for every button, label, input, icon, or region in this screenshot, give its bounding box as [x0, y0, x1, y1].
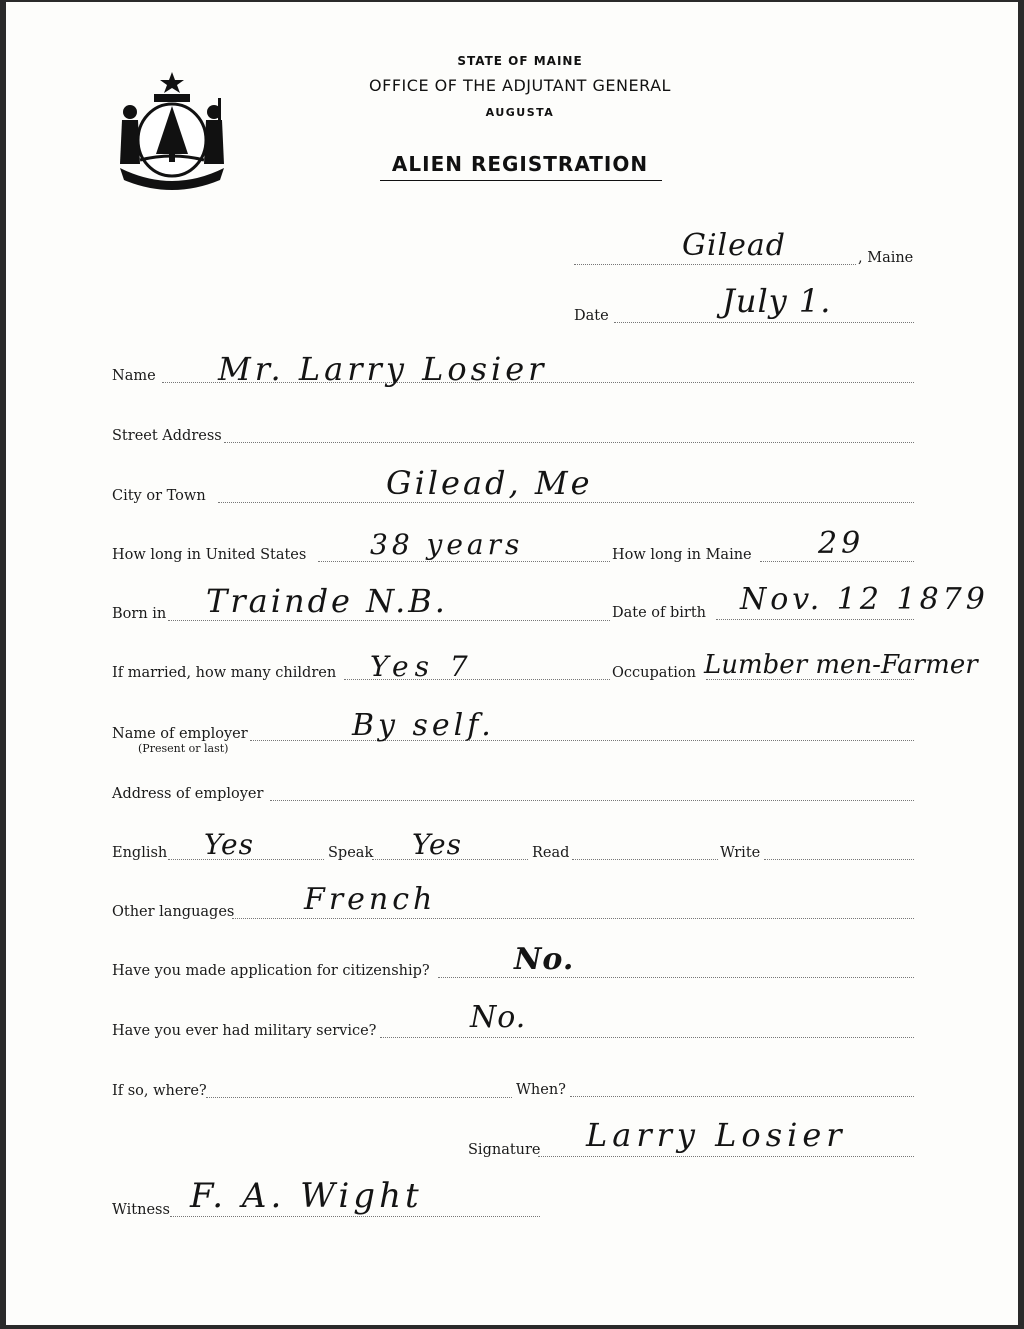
signature-label: Signature	[468, 1142, 541, 1158]
city-label: City or Town	[112, 488, 206, 504]
born-in-line	[168, 620, 610, 621]
signature-value: Larry Losier	[586, 1116, 847, 1154]
children-value: Yes 7	[370, 650, 474, 683]
where-line	[206, 1097, 512, 1098]
street-line	[224, 442, 914, 443]
employer-label: Name of employer	[112, 726, 248, 742]
other-languages-line	[232, 918, 914, 919]
read-line	[572, 859, 718, 860]
city-heading: AUGUSTA	[485, 106, 555, 119]
write-line	[764, 859, 914, 860]
maine-label: , Maine	[858, 250, 914, 266]
citizenship-line	[438, 977, 914, 978]
occupation-label: Occupation	[612, 665, 696, 681]
name-label: Name	[112, 368, 156, 384]
employer-sublabel: (Present or last)	[138, 742, 229, 755]
how-long-maine-value: 29	[818, 526, 865, 561]
citizenship-value: No.	[514, 942, 575, 977]
witness-label: Witness	[112, 1202, 170, 1218]
citizenship-label: Have you made application for citizenship?	[112, 963, 430, 979]
date-value: July 1.	[722, 282, 832, 320]
military-line	[380, 1037, 914, 1038]
speak-label: Speak	[328, 845, 374, 861]
street-label: Street Address	[112, 428, 222, 444]
employer-line	[250, 740, 914, 741]
registration-form	[6, 2, 1018, 1325]
date-of-birth-label: Date of birth	[612, 605, 707, 621]
title-underline	[380, 180, 662, 181]
other-languages-value: French	[304, 882, 437, 917]
date-of-birth-value: Nov. 12 1879	[740, 582, 989, 617]
read-label: Read	[532, 845, 570, 861]
english-value: Yes	[204, 828, 254, 861]
how-long-us-value: 38 years	[370, 528, 524, 561]
children-label: If married, how many children	[112, 665, 337, 681]
how-long-us-label: How long in United States	[112, 547, 307, 563]
office-heading: OFFICE OF THE ADJUTANT GENERAL	[369, 76, 671, 95]
born-in-value: Trainde N.B.	[206, 582, 448, 620]
employer-address-label: Address of employer	[112, 786, 264, 802]
where-label: If so, where?	[112, 1083, 207, 1099]
how-long-us-line	[318, 561, 610, 562]
town-line	[574, 264, 856, 265]
date-label: Date	[574, 308, 609, 324]
other-languages-label: Other languages	[112, 904, 235, 920]
when-line	[570, 1096, 914, 1097]
city-value: Gilead, Me	[386, 464, 593, 502]
town-value: Gilead	[682, 228, 786, 263]
name-value: Mr. Larry Losier	[218, 350, 548, 388]
write-label: Write	[720, 845, 761, 861]
when-label: When?	[516, 1082, 566, 1098]
military-label: Have you ever had military service?	[112, 1023, 377, 1039]
employer-value: By self.	[352, 708, 495, 743]
speak-value: Yes	[412, 828, 462, 861]
english-label: English	[112, 845, 168, 861]
how-long-maine-label: How long in Maine	[612, 547, 752, 563]
date-line	[614, 322, 914, 323]
city-line	[218, 502, 914, 503]
form-title: ALIEN REGISTRATION	[391, 152, 649, 176]
occupation-value: Lumber men-Farmer	[704, 650, 978, 680]
employer-address-line	[270, 800, 914, 801]
state-heading: STATE OF MAINE	[457, 54, 583, 68]
born-in-label: Born in	[112, 606, 167, 622]
signature-line	[538, 1156, 914, 1157]
witness-line	[170, 1216, 540, 1217]
witness-value: F. A. Wight	[190, 1176, 423, 1216]
how-long-maine-line	[760, 561, 914, 562]
military-value: No.	[470, 1000, 527, 1035]
date-of-birth-line	[716, 619, 914, 620]
